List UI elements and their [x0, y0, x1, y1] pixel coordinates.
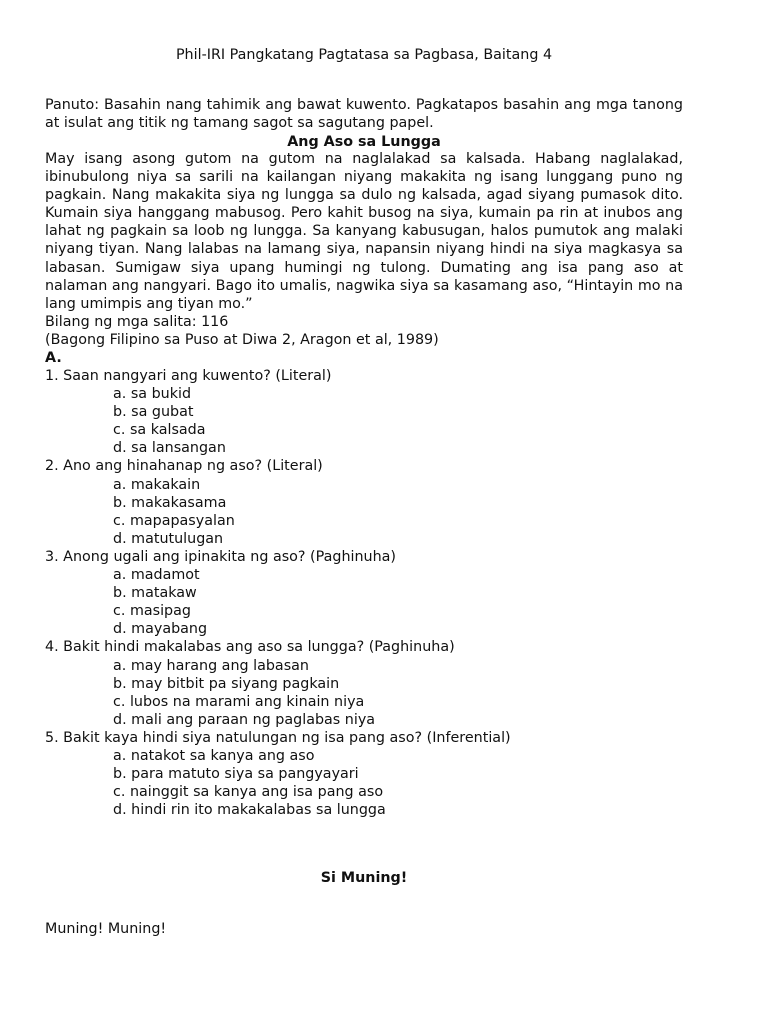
- question-stem: 5. Bakit kaya hindi siya natulungan ng isa pang aso? (Inferential): [45, 729, 511, 746]
- word-count: Bilang ng mga salita: 116: [45, 314, 229, 330]
- answer-choice: c. lubos na marami ang kinain niya: [113, 693, 365, 710]
- question-3: [45, 548, 683, 638]
- answer-choice: a. makakain: [113, 476, 201, 493]
- answer-choice: d. matutulugan: [113, 530, 224, 547]
- answer-choice: d. mali ang paraan ng paglabas niya: [113, 711, 376, 728]
- answer-choice: a. sa bukid: [113, 386, 192, 403]
- answer-choice: c. nainggit sa kanya ang isa pang aso: [113, 784, 384, 801]
- question-1: [45, 367, 683, 457]
- question-list: [45, 367, 683, 819]
- story-passage: [45, 150, 683, 313]
- answer-choice: c. masipag: [113, 603, 191, 620]
- answer-choice: a. madamot: [113, 567, 200, 584]
- instructions-text: Panuto: Basahin nang tahimik ang bawat kuwento. Pagkatapos basahin ang mga tanong at isulat ang titik ng tamang sagot sa sagutang papel.: [45, 97, 683, 132]
- story-meta: [45, 313, 683, 367]
- document-header: Phil-IRI Pangkatang Pagtatasa sa Pagbasa, Baitang 4: [175, 47, 553, 63]
- story-title: Ang Aso sa Lungga: [287, 134, 441, 150]
- answer-choice: d. hindi rin ito makakalabas sa lungga: [113, 802, 386, 819]
- question-stem: 4. Bakit hindi makalabas ang aso sa lungga? (Paghinuha): [45, 639, 455, 656]
- answer-choice: d. sa lansangan: [113, 440, 226, 457]
- story-source: (Bagong Filipino sa Puso at Diwa 2, Aragon et al, 1989): [45, 332, 439, 349]
- question-stem: 3. Anong ugali ang ipinakita ng aso? (Paghinuha): [45, 548, 397, 565]
- answer-choice: b. may bitbit pa siyang pagkain: [113, 675, 340, 692]
- story2-first-line: Muning! Muning!: [45, 921, 167, 937]
- answer-choice: c. mapapasyalan: [113, 512, 235, 529]
- answer-choice: a. may harang ang labasan: [113, 657, 309, 674]
- section-label: A.: [45, 350, 62, 367]
- story-text: May isang asong gutom na gutom na naglalakad sa kalsada. Habang naglalakad, ibinubulong niya sa sarili na kailangan niyang makakita ng isang lunggang puno ng pagkain. Nang makakita siya ng lungga sa dulo ng kalsada, agad siyang pumasok dito. Kumain siya hanggang mabusog. Pero kahit busog na siya, kumain pa rin at inubos ang lahat ng pagkain sa loob ng lungga. Sa kanyang kabusugan, halos pumutok ang malaki niyang tiyan. Nang lalabas na lamang siya, napansin niyang hindi na siya magkasya sa labasan. Sumigaw siya upang humingi ng tulong. Dumating ang isa pang aso at nalaman ang nangyari. Bago ito umalis, nagwika siya sa kasamang aso, “Hintayin mo na lang umimpis ang tiyan mo.”: [45, 151, 683, 312]
- answer-choice: b. sa gubat: [113, 404, 194, 421]
- answer-choice: b. makakasama: [113, 494, 227, 511]
- answer-choice: a. natakot sa kanya ang aso: [113, 747, 315, 764]
- question-2: [45, 457, 683, 547]
- answer-choice: c. sa kalsada: [113, 422, 206, 439]
- answer-choice: d. mayabang: [113, 621, 208, 638]
- question-stem: 1. Saan nangyari ang kuwento? (Literal): [45, 368, 332, 384]
- answer-choice: b. para matuto siya sa pangyayari: [113, 766, 359, 783]
- instructions-paragraph: [45, 96, 683, 132]
- story2-title: Si Muning!: [320, 870, 408, 886]
- question-4: [45, 638, 683, 728]
- question-stem: 2. Ano ang hinahanap ng aso? (Literal): [45, 458, 323, 475]
- question-5: [45, 729, 683, 819]
- answer-choice: b. matakaw: [113, 585, 197, 602]
